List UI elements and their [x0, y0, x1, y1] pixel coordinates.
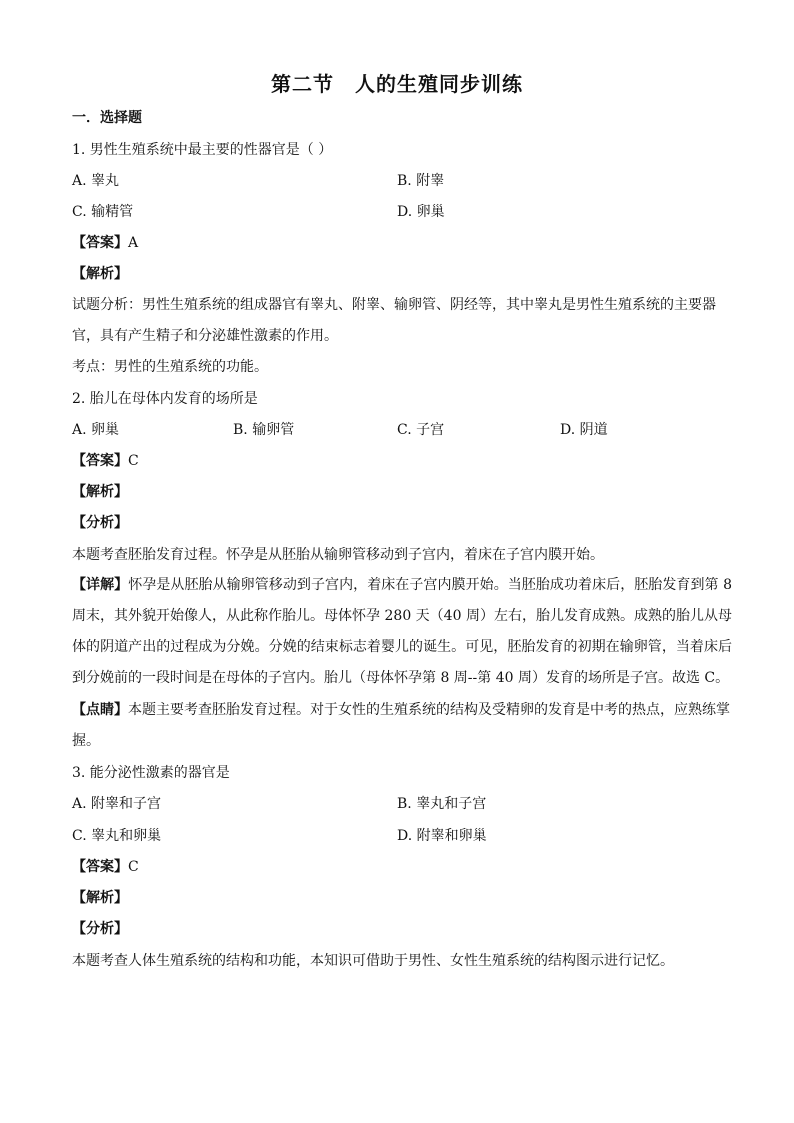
answer-tag: 【答案】: [72, 453, 128, 469]
dianjing-text: 本题主要考查胚胎发育过程。对于女性的生殖系统的结构及受精卵的发育是中考的热点，应熟练掌握。: [72, 702, 730, 749]
q3-fenxi-text: 本题考查人体生殖系统的结构和功能，本知识可借助于男性、女性生殖系统的结构图示进行记忆。: [72, 953, 674, 969]
q2-option-d: D. 阴道: [560, 422, 608, 438]
q2-option-c: C. 子宫: [397, 422, 445, 438]
q3-option-c: C. 睾丸和卵巢: [72, 828, 162, 844]
q1-option-b: B. 附睾: [397, 173, 445, 189]
answer-tag: 【答案】: [72, 235, 128, 251]
detail-text: 怀孕是从胚胎从输卵管移动到子宫内，着床在子宫内膜开始。当胚胎成功着床后，胚胎发育到第 8 周末，其外貌开始像人，从此称作胎儿。母体怀孕 280 天（40 周）左右，胎儿发育成熟。成熟的胎儿从母体的阴道产出的过程成为分娩。分娩的结束标志着婴儿的诞生。可见，胚胎发育的初期在输卵管，当着床后到分娩前的一段时间是在母体的子宫内。胎儿（母体怀孕第 8 周--第 40 周）发育的场所是子宫。故选 C。: [72, 577, 733, 686]
q1-option-a: A. 睾丸: [72, 173, 120, 189]
q2-fenxi-text: 本题考查胚胎发育过程。怀孕是从胚胎从输卵管移动到子宫内，着床在子宫内膜开始。: [72, 547, 604, 563]
detail-tag: 【详解】: [72, 577, 129, 593]
q3-answer: [72, 857, 732, 877]
q1-option-d: D. 卵巢: [397, 204, 445, 220]
q2-stem: 2. 胎儿在母体内发育的场所是: [72, 391, 258, 407]
answer-value: C: [128, 453, 139, 469]
section-heading: 一．选择题: [72, 110, 142, 126]
q1-answer: [72, 233, 732, 253]
answer-tag: 【答案】: [72, 859, 128, 875]
answer-value: C: [128, 859, 139, 875]
dianjing-tag: 【点睛】: [72, 702, 128, 718]
q2-option-a: A. 卵巢: [72, 422, 120, 438]
q3-fenxi-tag: 【分析】: [72, 921, 128, 937]
q2-detail: [72, 570, 732, 694]
q1-stem: 1. 男性生殖系统中最主要的性器官是（ ）: [72, 142, 333, 158]
q3-option-a: A. 附睾和子宫: [72, 796, 162, 812]
q2-dianjing: [72, 695, 732, 757]
q1-point: 考点：男性的生殖系统的功能。: [72, 359, 268, 375]
q1-analysis-text: 试题分析：男性生殖系统的组成器官有睾丸、附睾、输卵管、阴经等，其中睾丸是男性生殖系统的主要器官，具有产生精子和分泌雄性激素的作用。: [72, 297, 716, 344]
q1-option-c: C. 输精管: [72, 204, 134, 220]
q2-answer: [72, 451, 732, 471]
q3-analysis-tag: 【解析】: [72, 890, 128, 906]
q2-option-b: B. 输卵管: [233, 422, 295, 438]
q2-analysis-tag: 【解析】: [72, 484, 128, 500]
q3-stem: 3. 能分泌性激素的器官是: [72, 765, 230, 781]
page-title: 第二节 人的生殖同步训练: [271, 72, 523, 96]
q2-fenxi-tag: 【分析】: [72, 515, 128, 531]
answer-value: A: [128, 235, 139, 251]
q1-analysis-tag: 【解析】: [72, 266, 128, 282]
q3-option-d: D. 附睾和卵巢: [397, 828, 487, 844]
q3-option-b: B. 睾丸和子宫: [397, 796, 487, 812]
